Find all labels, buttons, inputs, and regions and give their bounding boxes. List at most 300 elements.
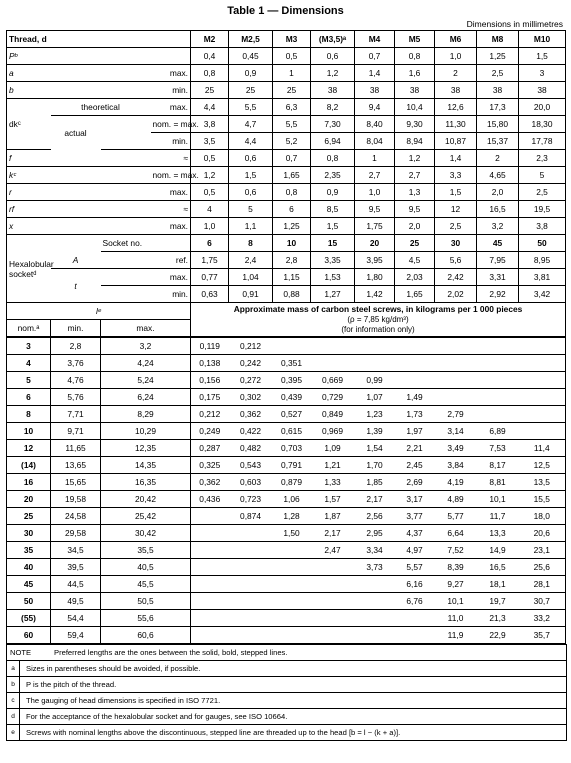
mass-cell (311, 593, 355, 610)
mass-cell (519, 355, 566, 372)
mass-cell (229, 525, 273, 542)
mass-cell: 1,54 (355, 440, 395, 457)
value-cell: 1 (355, 150, 395, 167)
value-cell: 1,4 (355, 65, 395, 82)
max-length: 45,5 (101, 576, 191, 593)
socket-no: 15 (311, 235, 355, 252)
mass-cell: 23,1 (519, 542, 566, 559)
nom-length: 6 (7, 389, 51, 406)
value-cell: 1,5 (519, 48, 566, 65)
qualifier: max. (151, 65, 191, 82)
socket-no: 20 (355, 235, 395, 252)
value-cell: 9,5 (395, 201, 435, 218)
socket-no-label: Socket no. (101, 235, 191, 252)
value-cell: 1,6 (395, 65, 435, 82)
mass-cell: 1,87 (311, 508, 355, 525)
mass-cell (311, 355, 355, 372)
value-cell: 20,0 (519, 99, 566, 116)
max-length: 3,2 (101, 337, 191, 355)
spacer-cell (101, 269, 151, 286)
mass-cell: 1,85 (355, 474, 395, 491)
note-row (7, 644, 566, 660)
mass-cell (355, 627, 395, 644)
value-cell: 8,40 (355, 116, 395, 133)
value-cell: 2,92 (477, 286, 519, 303)
mass-cell: 2,95 (355, 525, 395, 542)
spacer-cell (51, 48, 151, 65)
dim-row (7, 184, 566, 201)
mass-cell: 0,302 (229, 389, 273, 406)
mass-cell (311, 627, 355, 644)
value-cell: 3,42 (519, 286, 566, 303)
mass-cell: 6,89 (477, 423, 519, 440)
qualifier: nom. = max. (151, 167, 191, 184)
mass-cell (273, 337, 311, 355)
value-cell: 1,0 (355, 184, 395, 201)
value-cell: 5,6 (435, 252, 477, 269)
mass-cell (191, 627, 229, 644)
min-length: 29,58 (51, 525, 101, 542)
dim-row (7, 218, 566, 235)
max-length: 40,5 (101, 559, 191, 576)
value-cell: 2 (477, 150, 519, 167)
value-cell: 15,80 (477, 116, 519, 133)
min-length: 7,71 (51, 406, 101, 423)
min-length: 49,5 (51, 593, 101, 610)
mass-cell (395, 627, 435, 644)
nom-length: 16 (7, 474, 51, 491)
mass-cell: 3,34 (355, 542, 395, 559)
mass-cell: 2,17 (311, 525, 355, 542)
document-page (6, 4, 565, 741)
symbol: Pᵇ (7, 48, 51, 65)
value-cell: 6,94 (311, 133, 355, 150)
value-cell: 0,91 (229, 286, 273, 303)
mass-cell: 11,9 (435, 627, 477, 644)
mass-cell (273, 559, 311, 576)
length-row (7, 406, 566, 423)
spacer-cell (51, 201, 151, 218)
mass-cell (273, 542, 311, 559)
mass-cell: 2,56 (355, 508, 395, 525)
nom-length: 40 (7, 559, 51, 576)
value-cell: 1,75 (355, 218, 395, 235)
qualifier: ≈ (151, 201, 191, 218)
note-text: Preferred lengths are the ones between the solid, bold, stepped lines. (54, 648, 288, 657)
mass-cell: 2,47 (311, 542, 355, 559)
nom-header: nom.ᵃ (7, 320, 51, 338)
mass-cell (311, 559, 355, 576)
mass-cell: 0,351 (273, 355, 311, 372)
value-cell: 1,2 (191, 167, 229, 184)
spacer-cell (51, 150, 151, 167)
mass-cell: 11,7 (477, 508, 519, 525)
mass-cell: 0,156 (191, 372, 229, 389)
value-cell: 3,31 (477, 269, 519, 286)
value-cell: 1,0 (435, 48, 477, 65)
mass-cell: 3,14 (435, 423, 477, 440)
nom-length: 10 (7, 423, 51, 440)
mass-cell (477, 337, 519, 355)
value-cell: 0,77 (191, 269, 229, 286)
value-cell: 4,5 (395, 252, 435, 269)
value-cell: 12 (435, 201, 477, 218)
value-cell: 8,2 (311, 99, 355, 116)
mass-cell: 1,23 (355, 406, 395, 423)
mass-info: (for information only) (341, 325, 415, 334)
mass-cell: 8,17 (477, 457, 519, 474)
notes-section (6, 644, 567, 741)
value-cell: 2,5 (519, 184, 566, 201)
spacer-cell (51, 82, 151, 99)
mass-cell: 0,723 (229, 491, 273, 508)
value-cell: 2,03 (395, 269, 435, 286)
value-cell: 10,4 (395, 99, 435, 116)
value-cell: 1,42 (355, 286, 395, 303)
thread-header: Thread, d (7, 31, 191, 48)
mass-cell: 4,89 (435, 491, 477, 508)
mass-cell: 11,4 (519, 440, 566, 457)
footnote-text: For the acceptance of the hexalobular socket and for gauges, see ISO 10664. (26, 712, 288, 721)
spacer-cell (101, 133, 151, 150)
max-length: 16,35 (101, 474, 191, 491)
value-cell: 8,5 (311, 201, 355, 218)
value-cell: 2,42 (435, 269, 477, 286)
value-cell: 1,25 (273, 218, 311, 235)
footnote-row (7, 692, 566, 708)
mass-cell: 30,7 (519, 593, 566, 610)
mass-cell: 3,73 (355, 559, 395, 576)
value-cell: 6 (273, 201, 311, 218)
value-cell: 19,5 (519, 201, 566, 218)
value-cell: 15,37 (477, 133, 519, 150)
mass-cell (355, 355, 395, 372)
mass-cell (395, 372, 435, 389)
value-cell: 2,0 (477, 184, 519, 201)
mass-cell: 0,439 (273, 389, 311, 406)
value-cell: 0,6 (311, 48, 355, 65)
value-cell: 0,5 (273, 48, 311, 65)
mass-cell: 4,37 (395, 525, 435, 542)
value-cell: 3,8 (191, 116, 229, 133)
mass-cell: 6,76 (395, 593, 435, 610)
mass-cell: 25,6 (519, 559, 566, 576)
value-cell: 5,2 (273, 133, 311, 150)
length-row (7, 508, 566, 525)
mass-cell: 14,9 (477, 542, 519, 559)
size-header: (M3,5)ᵃ (311, 31, 355, 48)
value-cell: 4,4 (229, 133, 273, 150)
nom-length: 20 (7, 491, 51, 508)
dim-row (7, 150, 566, 167)
mass-cell: 6,64 (435, 525, 477, 542)
mass-cell (229, 610, 273, 627)
mass-cell: 3,84 (435, 457, 477, 474)
min-length: 3,76 (51, 355, 101, 372)
length-row (7, 337, 566, 355)
socket-A-row (7, 252, 566, 269)
mass-cell (229, 627, 273, 644)
spacer-cell (101, 286, 151, 303)
mass-cell (355, 593, 395, 610)
length-row (7, 423, 566, 440)
mass-cell (229, 559, 273, 576)
length-row (7, 457, 566, 474)
value-cell: 1,0 (191, 218, 229, 235)
socket-no: 45 (477, 235, 519, 252)
nom-length: 25 (7, 508, 51, 525)
footnote-key: b (7, 677, 20, 692)
value-cell: 2,3 (519, 150, 566, 167)
value-cell: 25 (229, 82, 273, 99)
footnote-key: c (7, 693, 20, 708)
dim-row (7, 82, 566, 99)
value-cell: 1,5 (229, 167, 273, 184)
mass-cell: 0,249 (191, 423, 229, 440)
mass-cell: 2,17 (355, 491, 395, 508)
max-length: 35,5 (101, 542, 191, 559)
value-cell: 6,3 (273, 99, 311, 116)
mass-cell: 0,362 (191, 474, 229, 491)
mass-cell: 1,57 (311, 491, 355, 508)
spacer-cell (51, 167, 151, 184)
max-length: 10,29 (101, 423, 191, 440)
value-cell: 2,35 (311, 167, 355, 184)
max-length: 5,24 (101, 372, 191, 389)
value-cell: 3,8 (519, 218, 566, 235)
mass-cell (191, 610, 229, 627)
mass-cell: 1,97 (395, 423, 435, 440)
nom-length: 4 (7, 355, 51, 372)
value-cell: 1,27 (311, 286, 355, 303)
dimensions-table (6, 30, 566, 644)
value-cell: 1,25 (477, 48, 519, 65)
value-cell: 38 (435, 82, 477, 99)
value-cell: 3,35 (311, 252, 355, 269)
mass-cell: 0,669 (311, 372, 355, 389)
mass-cell: 8,81 (477, 474, 519, 491)
mass-cell: 0,175 (191, 389, 229, 406)
dim-row (7, 167, 566, 184)
mass-cell: 7,53 (477, 440, 519, 457)
value-cell: 1,75 (191, 252, 229, 269)
symbol: rf (7, 201, 51, 218)
value-cell: 1,65 (273, 167, 311, 184)
note-label: NOTE (10, 648, 32, 657)
min-length: 39,5 (51, 559, 101, 576)
nom-length: 45 (7, 576, 51, 593)
value-cell: 1,1 (229, 218, 273, 235)
value-cell: 1,53 (311, 269, 355, 286)
spacer-cell (51, 235, 101, 252)
value-cell: 1,5 (311, 218, 355, 235)
value-cell: 2,8 (273, 252, 311, 269)
mass-cell (477, 389, 519, 406)
mass-cell: 20,6 (519, 525, 566, 542)
value-cell: 0,5 (191, 150, 229, 167)
l-header: lᵉ (7, 303, 191, 320)
mass-cell (229, 593, 273, 610)
spacer-cell (51, 65, 151, 82)
value-cell: 4,4 (191, 99, 229, 116)
value-cell: 3 (519, 65, 566, 82)
mass-cell: 0,242 (229, 355, 273, 372)
length-row (7, 372, 566, 389)
table-title: Table 1 — Dimensions (227, 5, 344, 17)
dim-row (7, 116, 566, 133)
value-cell: 4,65 (477, 167, 519, 184)
socket-no-row (7, 235, 566, 252)
symbol: a (7, 65, 51, 82)
mass-cell: 33,2 (519, 610, 566, 627)
value-cell: 9,30 (395, 116, 435, 133)
mass-cell: 1,21 (311, 457, 355, 474)
value-cell: 38 (311, 82, 355, 99)
spacer-cell (101, 116, 151, 133)
max-length: 6,24 (101, 389, 191, 406)
value-cell: 3,3 (435, 167, 477, 184)
value-cell: 0,7 (273, 150, 311, 167)
mass-cell: 13,5 (519, 474, 566, 491)
value-cell: 2 (435, 65, 477, 82)
value-cell: 3,5 (191, 133, 229, 150)
value-cell: 38 (355, 82, 395, 99)
mass-cell: 0,212 (229, 337, 273, 355)
mass-cell: 10,1 (477, 491, 519, 508)
mass-cell (519, 389, 566, 406)
value-cell: 25 (273, 82, 311, 99)
value-cell: 38 (395, 82, 435, 99)
sub-label: theoretical (51, 99, 151, 116)
qualifier: ≈ (151, 150, 191, 167)
mass-cell (395, 337, 435, 355)
socket-no: 50 (519, 235, 566, 252)
mass-cell: 2,21 (395, 440, 435, 457)
value-cell: 1,4 (435, 150, 477, 167)
value-cell: 18,30 (519, 116, 566, 133)
value-cell: 1,15 (273, 269, 311, 286)
value-cell: 8,94 (395, 133, 435, 150)
value-cell: 4 (191, 201, 229, 218)
mass-cell (191, 508, 229, 525)
footnote-key: a (7, 661, 20, 676)
mass-cell: 0,119 (191, 337, 229, 355)
mass-cell: 6,16 (395, 576, 435, 593)
value-cell: 0,45 (229, 48, 273, 65)
qualifier: min. (151, 82, 191, 99)
mass-cell (273, 610, 311, 627)
min-length: 11,65 (51, 440, 101, 457)
mass-cell (435, 372, 477, 389)
max-length: 60,6 (101, 627, 191, 644)
mass-cell: 5,57 (395, 559, 435, 576)
mass-cell: 21,3 (477, 610, 519, 627)
mass-cell: 0,436 (191, 491, 229, 508)
length-row (7, 559, 566, 576)
t-symbol: t (51, 269, 101, 303)
socket-no: 10 (273, 235, 311, 252)
value-cell: 0,6 (229, 150, 273, 167)
nom-length: (14) (7, 457, 51, 474)
mass-cell (273, 627, 311, 644)
mass-cell: 1,09 (311, 440, 355, 457)
max-length: 14,35 (101, 457, 191, 474)
mass-cell (519, 372, 566, 389)
length-row (7, 576, 566, 593)
mass-cell: 15,5 (519, 491, 566, 508)
mass-cell (435, 355, 477, 372)
qualifier: min. (151, 133, 191, 150)
value-cell: 9,5 (355, 201, 395, 218)
length-row (7, 593, 566, 610)
length-row (7, 474, 566, 491)
value-cell: 12,6 (435, 99, 477, 116)
socket-label: Hexalobular socketᵈ (9, 258, 54, 279)
size-header: M2,5 (229, 31, 273, 48)
qualifier: nom. = max. (151, 116, 191, 133)
mass-cell: 1,07 (355, 389, 395, 406)
size-header: M6 (435, 31, 477, 48)
mass-cell (355, 337, 395, 355)
footnote-row (7, 708, 566, 724)
value-cell: 8,95 (519, 252, 566, 269)
spacer-cell (101, 252, 151, 269)
nom-length: (55) (7, 610, 51, 627)
spacer-cell (51, 218, 151, 235)
mass-cell: 0,729 (311, 389, 355, 406)
qualifier (151, 48, 191, 65)
mass-cell: 8,39 (435, 559, 477, 576)
header-row (7, 31, 566, 48)
mass-cell: 4,97 (395, 542, 435, 559)
mass-cell (311, 337, 355, 355)
mass-cell: 0,482 (229, 440, 273, 457)
mass-cell (435, 337, 477, 355)
footnote-key: d (7, 709, 20, 724)
length-row (7, 440, 566, 457)
min-length: 59,4 (51, 627, 101, 644)
max-length: 50,5 (101, 593, 191, 610)
value-cell: 0,8 (191, 65, 229, 82)
max-length: 4,24 (101, 355, 191, 372)
value-cell: 1,2 (395, 150, 435, 167)
max-header: max. (101, 320, 191, 338)
value-cell: 1,04 (229, 269, 273, 286)
mass-cell: 35,7 (519, 627, 566, 644)
mass-cell (229, 576, 273, 593)
value-cell: 0,63 (191, 286, 229, 303)
dim-row (7, 65, 566, 82)
mass-cell: 0,325 (191, 457, 229, 474)
symbol: b (7, 82, 51, 99)
length-row (7, 355, 566, 372)
mass-cell: 11,0 (435, 610, 477, 627)
min-length: 44,5 (51, 576, 101, 593)
mass-cell: 7,52 (435, 542, 477, 559)
spacer-cell (51, 184, 151, 201)
min-length: 13,65 (51, 457, 101, 474)
mass-cell: 18,1 (477, 576, 519, 593)
value-cell: 0,4 (191, 48, 229, 65)
mass-cell: 3,49 (435, 440, 477, 457)
footnote-row (7, 676, 566, 692)
sub-label: actual (64, 127, 87, 138)
size-header: M8 (477, 31, 519, 48)
value-cell: 4,7 (229, 116, 273, 133)
value-cell: 0,8 (395, 48, 435, 65)
footnote-text: Screws with nominal lengths above the discontinuous, stepped line are threaded up to the head [b = l − (k + a)]. (26, 728, 401, 737)
value-cell: 2,02 (435, 286, 477, 303)
